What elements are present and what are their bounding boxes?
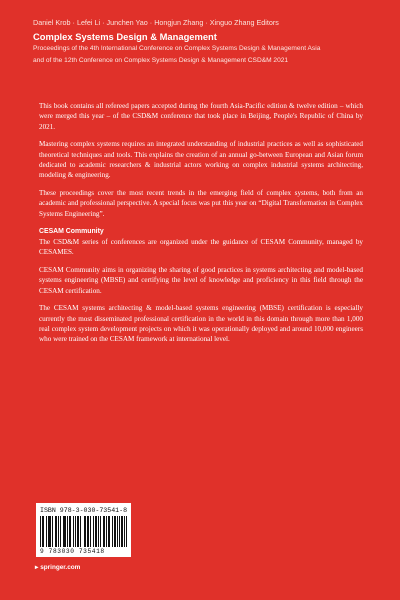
barcode-bar (100, 516, 101, 547)
barcode-bar (112, 516, 113, 547)
barcode-bar (93, 516, 94, 547)
barcode-bar (85, 516, 86, 547)
barcode-bar (98, 516, 99, 547)
barcode-bar (43, 516, 44, 547)
back-cover-text (39, 101, 363, 352)
publisher-url-text: springer.com (40, 564, 81, 571)
barcode-bar (78, 516, 79, 547)
barcode-bar (50, 516, 51, 547)
barcode-bar (75, 516, 76, 547)
barcode-bar (109, 516, 110, 547)
barcode-bar (70, 516, 71, 547)
barcode-bar (52, 516, 53, 547)
isbn-number: ISBN 978-3-030-73541-8 (40, 507, 128, 514)
isbn-barcode (36, 503, 131, 557)
editors-line: Daniel Krob · Lefei Li · Junchen Yao · Hongjun Zhang · Xinguo Zhang Editors (33, 18, 279, 27)
barcode-bar (104, 516, 105, 547)
paragraph-intro: This book contains all refereed papers accepted during the fourth Asia-Pacific edition & twelve edition – which were merged this year – of the CSD&M conference that took place in Beijing, People's Republic of China by 2021. (39, 102, 363, 131)
barcode-bar (73, 516, 74, 547)
triangle-right-icon: ▸ (35, 564, 39, 571)
barcode-bar (117, 516, 118, 547)
barcode-bar (124, 516, 125, 547)
barcode-bars (40, 516, 127, 547)
barcode-bar (119, 516, 120, 547)
barcode-digits: 9 783030 735418 (40, 548, 105, 555)
barcode-bar (80, 516, 81, 547)
barcode-bar (115, 516, 116, 547)
paragraph-proceedings: These proceedings cover the most recent trends in the emerging field of complex systems, both from an academic and professional perspective. A special focus was put this year on “Digital Transformation in Complex Systems Engineering”. (39, 189, 363, 218)
barcode-bar (40, 516, 41, 547)
paragraph-series: The CSD&M series of conferences are organized under the guidance of CESAM Community, managed by CESAMES. (39, 237, 363, 257)
barcode-bar (96, 516, 97, 547)
cover-header (33, 18, 373, 66)
publisher-link[interactable] (35, 563, 80, 571)
barcode-bar (58, 516, 59, 547)
barcode-bar (46, 516, 47, 547)
barcode-bar (106, 516, 107, 547)
subtitle-line-2: and of the 12th Conference on Complex Systems Design & Management CSD&M 2021 (33, 56, 289, 64)
barcode-bar (60, 516, 61, 547)
barcode-bar (67, 516, 68, 547)
barcode-bar (126, 516, 127, 547)
paragraph-mastering: Mastering complex systems requires an integrated understanding of industrial practices as well as sophisticated theoretical techniques and tools. This explains the creation of an annual go-between European and Asian forum dedicated to academic researchers & industrial actors working on complex industrial systems architecting, modeling & engineering. (39, 140, 363, 180)
paragraph-community-aims: CESAM Community aims in organizing the sharing of good practices in systems architecting and model-based systems engineering (MBSE) and certifying the level of knowledge and proficiency in this field through the CESAM certification. (39, 266, 363, 295)
barcode-bar (56, 516, 57, 547)
book-title: Complex Systems Design & Management (33, 31, 217, 42)
paragraph-certification: The CESAM systems architecting & model-based systems engineering (MBSE) certification is especially currently the most disseminated professional certification in the world in this domain through more than 1,000 real complex system development projects on which it was operationally deployed and around 10,000 engineers who were trained on the CESAM framework at international level. (39, 304, 363, 344)
barcode-bar (65, 516, 66, 547)
barcode-bar (90, 516, 91, 547)
barcode-bar (88, 516, 89, 547)
subtitle-line-1: Proceedings of the 4th International Conference on Complex Systems Design & Management Asia (33, 45, 321, 52)
barcode-bar (122, 516, 123, 547)
community-heading: CESAM Community (39, 227, 104, 235)
